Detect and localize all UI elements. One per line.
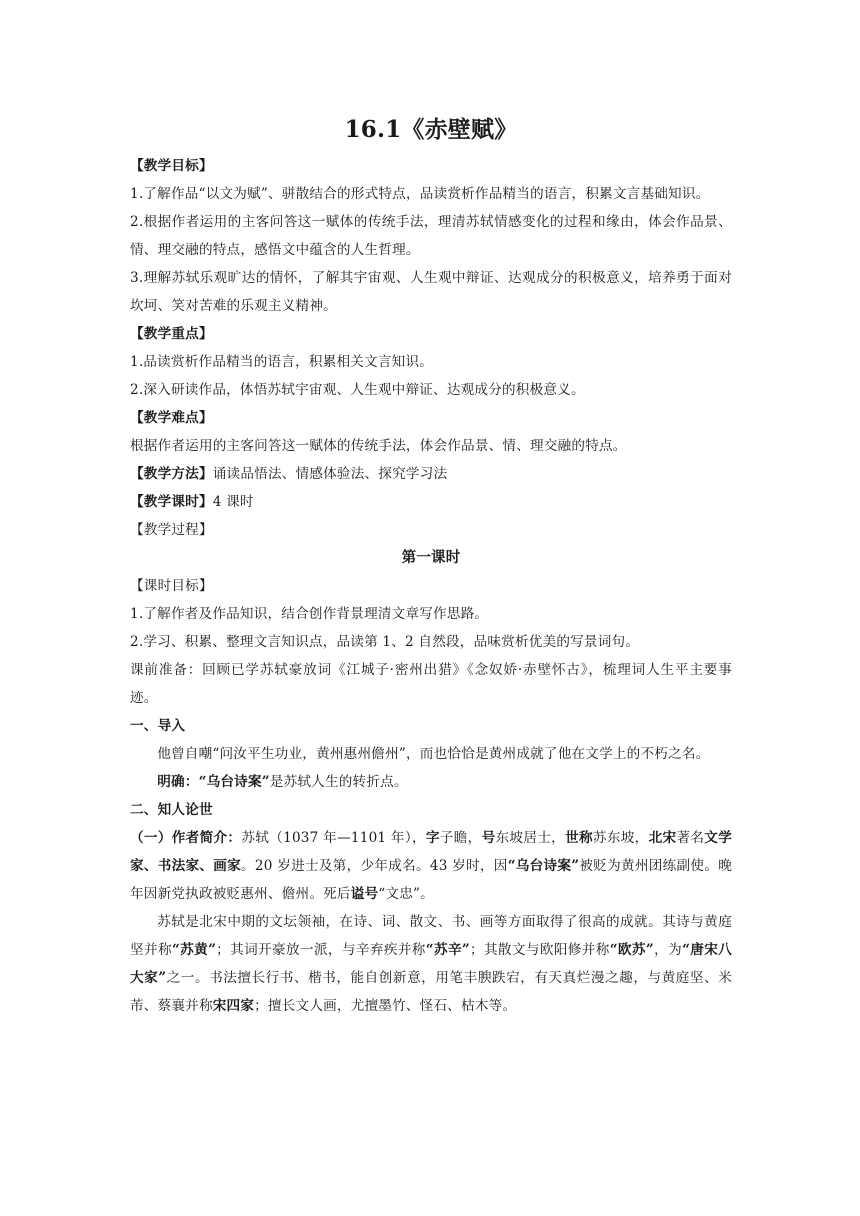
page-title: 16.1《赤壁赋》 xyxy=(344,116,518,143)
text-run: ；其散文与欧阳修并称 xyxy=(469,942,610,958)
key-point-item: 2.深入研读作品，体悟苏轼宇宙观、人生观中辩证、达观成分的积极意义。 xyxy=(130,382,585,398)
document-body xyxy=(130,108,732,1020)
methods-text: 诵读品悟法、情感体验法、探究学习法 xyxy=(212,466,448,482)
methods-line xyxy=(130,460,732,488)
key-point-item: 1.品读赏析作品精当的语言，积累相关文言知识。 xyxy=(130,354,434,370)
text-run: “文忠”。 xyxy=(378,886,434,902)
section2-heading: 二、知人论世 xyxy=(130,802,213,818)
lesson-goal-item: 2.学习、积累、整理文言知识点，品读第 1、2 自然段，品味赏析优美的写景词句。 xyxy=(130,634,640,650)
author-intro-label: （一）作者简介： xyxy=(130,830,242,846)
author-intro-para xyxy=(130,824,732,908)
objective-item: 3.理解苏轼乐观旷达的情怀，了解其宇宙观、人生观中辩证、达观成分的积极意义，培养勇于面对坎坷、笑对苦难的乐观主义精神。 xyxy=(130,270,732,314)
text-run: ；擅长文人画，尤擅墨竹、怪石、枯木等。 xyxy=(254,998,517,1014)
text-run: 著名 xyxy=(676,830,705,846)
bold-run: “乌台诗案” xyxy=(507,858,580,874)
text-run: 子瞻， xyxy=(439,830,482,846)
hours-text: 4 课时 xyxy=(212,494,254,510)
text-run: 苏东坡， xyxy=(592,830,649,846)
bold-run: “苏黄” xyxy=(171,942,217,958)
process-heading: 【教学过程】 xyxy=(130,522,213,538)
bold-run: “欧苏” xyxy=(609,942,654,958)
section1-clarify xyxy=(130,768,732,796)
clarify-rest: 是苏轼人生的转折点。 xyxy=(269,774,408,790)
lesson1-heading: 第一课时 xyxy=(401,549,461,566)
text-run: 被贬为黄州团练副使。晚年因新党执政被贬惠州、儋州。死后 xyxy=(130,858,732,902)
lesson-goal-item: 1.了解作者及作品知识，结合创作背景理清文章写作思路。 xyxy=(130,606,489,622)
lesson-goals-heading: 【课时目标】 xyxy=(130,578,213,594)
prep-text: 课前准备：回顾已学苏轼豪放词《江城子·密州出猎》《念奴娇·赤壁怀古》，梳理词人生平主要事迹。 xyxy=(130,662,732,706)
bold-run: “唐宋八大家” xyxy=(130,942,733,986)
bold-run: 号 xyxy=(481,830,496,846)
hours-line xyxy=(130,488,732,516)
bold-run: “苏辛” xyxy=(425,942,470,958)
key-points-heading: 【教学重点】 xyxy=(130,326,213,342)
text-run: 。20 岁进士及第，少年成名。43 岁时，因 xyxy=(241,858,508,874)
text-run: ，为 xyxy=(653,942,683,958)
section1-heading: 一、导入 xyxy=(130,718,186,734)
difficulties-heading: 【教学难点】 xyxy=(130,410,213,426)
objective-item: 1.了解作品“以文为赋”、骈散结合的形式特点，品读赏析作品精当的语言，积累文言基础知识。 xyxy=(130,186,710,202)
methods-heading: 【教学方法】 xyxy=(130,466,213,482)
clarify-bold: “乌台诗案” xyxy=(198,774,270,790)
hours-heading: 【教学课时】 xyxy=(130,494,213,510)
bold-run: 文学家、书法家、画家 xyxy=(130,830,733,874)
bold-run: 世称 xyxy=(565,830,593,846)
achievements-para xyxy=(130,908,732,1020)
text-run: 苏轼是北宋中期的文坛领袖，在诗、词、散文、书、画等方面取得了很高的成就。其诗与黄庭坚并称 xyxy=(130,914,732,958)
text-run: 东坡居士， xyxy=(495,830,566,846)
objectives-heading: 【教学目标】 xyxy=(130,158,213,174)
difficulties-text: 根据作者运用的主客问答这一赋体的传统手法，体会作品景、情、理交融的特点。 xyxy=(130,438,627,454)
text-run: 苏轼（1037 年—1101 年）， xyxy=(241,830,426,846)
section1-para: 他曾自嘲“问汝平生功业，黄州惠州儋州”，而也恰恰是黄州成就了他在文学上的不朽之名。 xyxy=(157,746,710,762)
bold-run: 北宋 xyxy=(648,830,677,846)
text-run: 之一。书法擅长行书、楷书，能自创新意，用笔丰腴跌宕，有天真烂漫之趣，与黄庭坚、米芾、蔡襄并称 xyxy=(130,970,733,1014)
text-run: ；其词开豪放一派，与辛弃疾并称 xyxy=(216,942,426,958)
objective-item: 2.根据作者运用的主客问答这一赋体的传统手法，理清苏轼情感变化的过程和缘由，体会作品景、情、理交融的特点，感悟文中蕴含的人生哲理。 xyxy=(130,214,732,258)
clarify-label: 明确： xyxy=(157,774,199,790)
bold-run: 宋四家 xyxy=(212,998,255,1014)
bold-run: 字 xyxy=(425,830,440,846)
bold-run: 谥号 xyxy=(350,886,379,902)
